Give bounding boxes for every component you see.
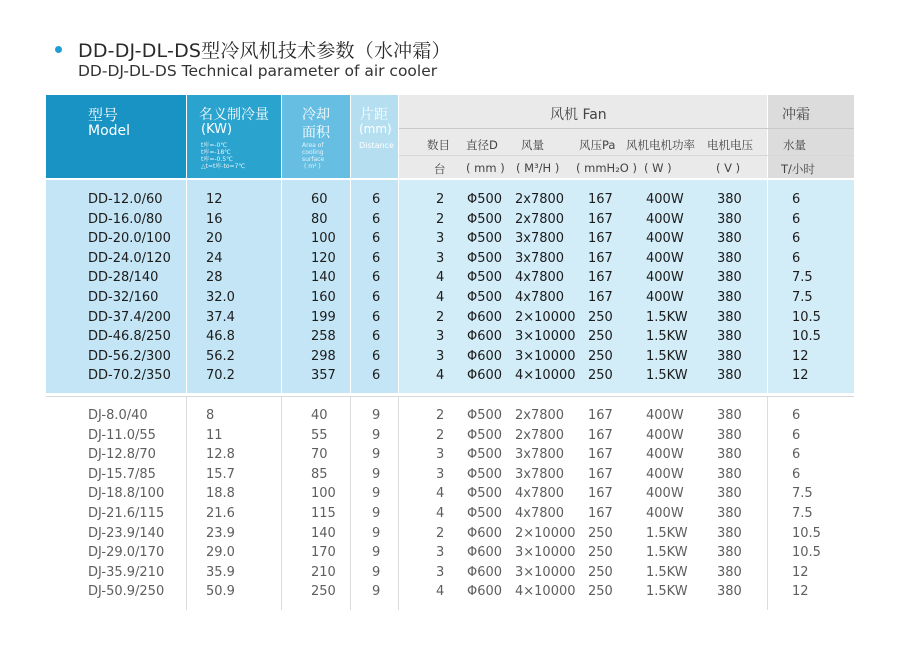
dj-cell-capacity: 35.9	[206, 564, 235, 580]
dd-cell-area: 140	[311, 270, 336, 286]
dj-cell-model: DJ-50.9/250	[88, 584, 165, 600]
dj-cell-area: 85	[311, 466, 328, 482]
dd-cell-fan-count: 3	[436, 231, 445, 247]
dd-cell-airflow: 2x7800	[515, 211, 565, 227]
dj-cell-fan-count: 4	[436, 584, 445, 600]
dj-cell-water-flow: 6	[792, 427, 801, 443]
dj-cell-model: DJ-15.7/85	[88, 466, 156, 482]
dj-cell-airflow: 3×10000	[515, 545, 576, 561]
dd-cell-fin-spacing: 6	[372, 348, 381, 364]
dj-cell-area: 55	[311, 427, 328, 443]
dj-cell-motor-power: 400W	[646, 427, 684, 443]
dd-cell-fan-count: 4	[436, 290, 445, 305]
dj-cell-pressure: 167	[588, 447, 613, 463]
dj-cell-voltage: 380	[717, 564, 742, 580]
dj-cell-water-flow: 6	[792, 447, 801, 463]
dj-cell-motor-power: 1.5KW	[646, 525, 688, 541]
dj-cell-fan-diameter: Φ500	[467, 506, 503, 521]
dd-cell-fin-spacing: 6	[372, 231, 381, 247]
col-sep	[350, 180, 351, 393]
dd-cell-motor-power: 400W	[646, 250, 684, 266]
dj-cell-voltage: 380	[717, 447, 742, 463]
col-sep	[281, 180, 282, 393]
dd-cell-motor-power: 1.5KW	[646, 368, 688, 384]
dj-cell-model: DJ-12.8/70	[88, 447, 156, 463]
dd-cell-airflow: 3x7800	[515, 250, 565, 266]
dd-cell-capacity: 70.2	[206, 368, 235, 384]
dj-cell-voltage: 380	[717, 506, 742, 521]
dj-cell-area: 140	[311, 525, 336, 541]
header-capacity-unit: (KW)	[201, 122, 233, 137]
dd-cell-model: DD-16.0/80	[88, 211, 163, 227]
dj-cell-airflow: 2×10000	[515, 525, 576, 541]
dj-cell-fan-diameter: Φ500	[467, 427, 503, 443]
dj-cell-fan-count: 3	[436, 564, 445, 580]
dj-cell-airflow: 4x7800	[515, 506, 565, 521]
col-sep	[767, 397, 768, 610]
col-sep	[398, 180, 399, 393]
col-sep	[281, 397, 282, 610]
dj-cell-airflow: 2x7800	[515, 408, 565, 423]
dd-cell-fan-diameter: Φ600	[467, 309, 503, 325]
dj-cell-water-flow: 7.5	[792, 506, 813, 521]
fan-col-voltage: 电机电压	[707, 138, 753, 152]
dj-cell-capacity: 8	[206, 408, 215, 423]
dj-cell-water-flow: 6	[792, 466, 801, 482]
col-sep	[350, 397, 351, 610]
fan-unit-count: 台	[434, 162, 446, 176]
dd-cell-fan-diameter: Φ500	[467, 250, 503, 266]
dd-cell-voltage: 380	[717, 250, 742, 266]
dj-cell-fin-spacing: 9	[372, 427, 381, 443]
dd-cell-area: 120	[311, 250, 336, 266]
dd-cell-fan-count: 2	[436, 309, 445, 325]
dj-cell-fin-spacing: 9	[372, 408, 381, 423]
header-model-en: Model	[88, 123, 131, 139]
dj-cell-airflow: 3x7800	[515, 466, 565, 482]
dj-cell-fin-spacing: 9	[372, 525, 381, 541]
dd-cell-model: DD-56.2/300	[88, 348, 171, 364]
dd-cell-model: DD-24.0/120	[88, 250, 171, 266]
dj-cell-motor-power: 400W	[646, 408, 684, 423]
series-separator	[46, 396, 854, 397]
bullet-icon	[55, 46, 62, 53]
dd-cell-voltage: 380	[717, 309, 742, 325]
capacity-note-1: t库=-0℃	[201, 142, 228, 149]
dj-cell-water-flow: 7.5	[792, 486, 813, 502]
fan-unit-airflow: ( M³/H )	[516, 161, 560, 175]
dj-cell-fin-spacing: 9	[372, 564, 381, 580]
dd-cell-fan-count: 3	[436, 348, 445, 364]
dd-cell-fan-count: 4	[436, 270, 445, 286]
dj-cell-area: 210	[311, 564, 336, 580]
dj-cell-fan-diameter: Φ600	[467, 564, 503, 580]
header-model-cn: 型号	[88, 106, 119, 124]
dd-cell-airflow: 2x7800	[515, 192, 565, 207]
dj-cell-capacity: 15.7	[206, 466, 235, 482]
capacity-note-2: t库=-18℃	[201, 149, 231, 156]
header-distance-en: Distance	[359, 141, 394, 150]
dj-cell-voltage: 380	[717, 545, 742, 561]
page-subtitle: DD-DJ-DL-DS Technical parameter of air cooler	[78, 62, 438, 80]
dj-cell-area: 100	[311, 486, 336, 502]
dd-cell-fin-spacing: 6	[372, 309, 381, 325]
fan-header-divider-2	[399, 155, 854, 156]
dj-cell-area: 70	[311, 447, 328, 463]
dd-cell-capacity: 20	[206, 231, 223, 247]
dj-cell-airflow: 2x7800	[515, 427, 565, 443]
area-en-1: Area of	[302, 142, 324, 149]
dj-cell-area: 250	[311, 584, 336, 600]
dj-cell-pressure: 250	[588, 545, 613, 561]
dd-cell-voltage: 380	[717, 231, 742, 247]
dd-cell-fan-diameter: Φ500	[467, 270, 503, 286]
dj-cell-fin-spacing: 9	[372, 466, 381, 482]
dd-cell-airflow: 4x7800	[515, 270, 565, 286]
dd-cell-motor-power: 400W	[646, 192, 684, 207]
dj-cell-fin-spacing: 9	[372, 506, 381, 521]
dj-cell-area: 115	[311, 506, 336, 521]
dd-cell-fan-count: 3	[436, 329, 445, 345]
dd-cell-pressure: 167	[588, 231, 613, 247]
dd-cell-voltage: 380	[717, 348, 742, 364]
area-en-2: cooling	[302, 149, 324, 156]
dj-cell-fan-diameter: Φ500	[467, 466, 503, 482]
dj-cell-model: DJ-11.0/55	[88, 427, 156, 443]
dj-cell-pressure: 167	[588, 466, 613, 482]
dj-cell-model: DJ-23.9/140	[88, 525, 165, 541]
defrost-col-water: 水量	[783, 138, 806, 152]
dj-cell-fin-spacing: 9	[372, 545, 381, 561]
dj-cell-voltage: 380	[717, 584, 742, 600]
dj-cell-airflow: 3x7800	[515, 447, 565, 463]
col-sep	[398, 397, 399, 610]
dd-cell-fin-spacing: 6	[372, 192, 381, 207]
dj-cell-airflow: 4x7800	[515, 486, 565, 502]
dj-cell-fan-count: 4	[436, 506, 445, 521]
dd-cell-airflow: 2×10000	[515, 309, 576, 325]
dd-cell-fin-spacing: 6	[372, 250, 381, 266]
dd-cell-pressure: 250	[588, 368, 613, 384]
dd-cell-motor-power: 400W	[646, 290, 684, 305]
dj-cell-pressure: 167	[588, 486, 613, 502]
dd-cell-area: 60	[311, 192, 328, 207]
dd-cell-water-flow: 10.5	[792, 329, 821, 345]
dd-cell-fin-spacing: 6	[372, 290, 381, 305]
fan-header-divider	[399, 128, 854, 129]
dd-cell-motor-power: 1.5KW	[646, 329, 688, 345]
dj-cell-capacity: 29.0	[206, 545, 235, 561]
dd-cell-airflow: 3×10000	[515, 348, 576, 364]
dj-cell-fan-diameter: Φ500	[467, 486, 503, 502]
dd-cell-capacity: 37.4	[206, 309, 235, 325]
dj-cell-motor-power: 400W	[646, 447, 684, 463]
dd-cell-motor-power: 400W	[646, 211, 684, 227]
dd-cell-airflow: 3x7800	[515, 231, 565, 247]
dj-cell-fan-count: 3	[436, 466, 445, 482]
dd-cell-voltage: 380	[717, 329, 742, 345]
dj-cell-airflow: 4×10000	[515, 584, 576, 600]
dd-cell-pressure: 167	[588, 211, 613, 227]
dd-cell-pressure: 250	[588, 329, 613, 345]
dd-cell-voltage: 380	[717, 192, 742, 207]
dd-cell-water-flow: 12	[792, 368, 809, 384]
header-distance-cn: 片距	[360, 107, 388, 123]
dd-cell-motor-power: 400W	[646, 270, 684, 286]
dd-cell-capacity: 24	[206, 250, 223, 266]
dd-cell-fan-diameter: Φ500	[467, 231, 503, 247]
header-area-cn-2: 面积	[302, 125, 330, 141]
dd-cell-pressure: 250	[588, 348, 613, 364]
dd-cell-model: DD-46.8/250	[88, 329, 171, 345]
dj-cell-fin-spacing: 9	[372, 584, 381, 600]
dd-cell-pressure: 167	[588, 290, 613, 305]
header-capacity	[187, 95, 281, 178]
dd-cell-area: 199	[311, 309, 336, 325]
dd-cell-fin-spacing: 6	[372, 211, 381, 227]
fan-col-pressure: 风压Pa	[579, 138, 616, 152]
dd-cell-model: DD-70.2/350	[88, 368, 171, 384]
dd-cell-model: DD-32/160	[88, 290, 159, 305]
dj-cell-fan-diameter: Φ600	[467, 525, 503, 541]
fan-col-diameter: 直径D	[466, 138, 498, 152]
dd-cell-airflow: 4x7800	[515, 290, 565, 305]
dj-cell-capacity: 50.9	[206, 584, 235, 600]
dd-cell-water-flow: 6	[792, 250, 801, 266]
dd-cell-water-flow: 7.5	[792, 290, 813, 305]
dj-cell-pressure: 167	[588, 427, 613, 443]
dd-cell-water-flow: 6	[792, 192, 801, 207]
dj-cell-fan-diameter: Φ500	[467, 447, 503, 463]
dd-cell-fin-spacing: 6	[372, 368, 381, 384]
dd-cell-fan-count: 3	[436, 250, 445, 266]
fan-unit-voltage: ( V )	[716, 161, 741, 175]
dj-cell-area: 40	[311, 408, 328, 423]
dj-cell-water-flow: 10.5	[792, 525, 821, 541]
dd-cell-model: DD-20.0/100	[88, 231, 171, 247]
dd-cell-water-flow: 7.5	[792, 270, 813, 286]
dj-cell-capacity: 12.8	[206, 447, 235, 463]
dd-cell-pressure: 167	[588, 250, 613, 266]
dd-cell-model: DD-12.0/60	[88, 192, 163, 207]
area-en-4: ( m² )	[304, 163, 321, 170]
dj-cell-fan-count: 2	[436, 408, 445, 423]
fan-unit-pressure: ( mmH₂O )	[576, 161, 637, 175]
dd-cell-voltage: 380	[717, 290, 742, 305]
area-en-3: surface	[302, 156, 325, 163]
fan-col-power: 风机电机功率	[626, 138, 695, 152]
dd-cell-fin-spacing: 6	[372, 270, 381, 286]
dd-cell-area: 100	[311, 231, 336, 247]
dd-cell-fan-count: 2	[436, 192, 445, 207]
capacity-note-4: △t=t库-to=7℃	[201, 163, 246, 170]
dj-cell-fan-count: 2	[436, 427, 445, 443]
dj-cell-fan-count: 3	[436, 447, 445, 463]
dj-cell-motor-power: 1.5KW	[646, 545, 688, 561]
dj-cell-water-flow: 12	[792, 564, 809, 580]
dd-cell-capacity: 16	[206, 211, 223, 227]
dj-cell-capacity: 21.6	[206, 506, 235, 521]
dj-cell-fin-spacing: 9	[372, 447, 381, 463]
dj-cell-voltage: 380	[717, 427, 742, 443]
dd-cell-pressure: 167	[588, 192, 613, 207]
dj-cell-motor-power: 400W	[646, 466, 684, 482]
dj-cell-model: DJ-8.0/40	[88, 408, 148, 423]
dd-cell-fin-spacing: 6	[372, 329, 381, 345]
dd-cell-fan-diameter: Φ600	[467, 329, 503, 345]
dd-cell-airflow: 4×10000	[515, 368, 576, 384]
dj-cell-voltage: 380	[717, 525, 742, 541]
dj-cell-area: 170	[311, 545, 336, 561]
col-sep	[186, 180, 187, 393]
dd-cell-water-flow: 12	[792, 348, 809, 364]
dd-cell-capacity: 32.0	[206, 290, 235, 305]
header-fan-group: 风机 Fan	[550, 107, 607, 123]
dd-cell-capacity: 12	[206, 192, 223, 207]
dd-cell-area: 160	[311, 290, 336, 305]
header-capacity-cn: 名义制冷量	[199, 107, 269, 123]
dd-cell-airflow: 3×10000	[515, 329, 576, 345]
dj-cell-airflow: 3×10000	[515, 564, 576, 580]
defrost-unit-water: T/小时	[781, 162, 815, 176]
dd-cell-capacity: 28	[206, 270, 223, 286]
dj-cell-water-flow: 10.5	[792, 545, 821, 561]
dj-cell-water-flow: 6	[792, 408, 801, 423]
dj-cell-pressure: 250	[588, 525, 613, 541]
dj-cell-motor-power: 400W	[646, 506, 684, 521]
dd-cell-motor-power: 400W	[646, 231, 684, 247]
dd-cell-capacity: 56.2	[206, 348, 235, 364]
dj-cell-model: DJ-35.9/210	[88, 564, 165, 580]
dd-cell-model: DD-28/140	[88, 270, 159, 286]
dd-cell-fan-diameter: Φ600	[467, 368, 503, 384]
dd-cell-motor-power: 1.5KW	[646, 348, 688, 364]
dj-cell-voltage: 380	[717, 408, 742, 423]
dd-cell-water-flow: 6	[792, 231, 801, 247]
dj-cell-capacity: 11	[206, 427, 223, 443]
dd-cell-voltage: 380	[717, 270, 742, 286]
fan-unit-power: ( W )	[644, 161, 672, 175]
dd-cell-area: 80	[311, 211, 328, 227]
dj-cell-pressure: 167	[588, 408, 613, 423]
dd-cell-fan-diameter: Φ500	[467, 290, 503, 305]
dj-cell-motor-power: 1.5KW	[646, 584, 688, 600]
dd-cell-fan-diameter: Φ500	[467, 211, 503, 227]
capacity-note-3: t库=-0.5℃	[201, 156, 233, 163]
dd-cell-voltage: 380	[717, 211, 742, 227]
dj-cell-pressure: 250	[588, 564, 613, 580]
header-model	[46, 95, 186, 178]
dd-cell-model: DD-37.4/200	[88, 309, 171, 325]
dd-cell-fan-count: 4	[436, 368, 445, 384]
dj-cell-fan-diameter: Φ600	[467, 584, 503, 600]
dj-cell-voltage: 380	[717, 466, 742, 482]
dj-cell-fan-count: 3	[436, 545, 445, 561]
header-distance	[351, 95, 398, 178]
fan-col-count: 数目	[427, 138, 450, 152]
dd-cell-water-flow: 6	[792, 211, 801, 227]
dd-cell-area: 357	[311, 368, 336, 384]
dj-cell-voltage: 380	[717, 486, 742, 502]
fan-unit-diameter: ( mm )	[466, 161, 505, 175]
dj-cell-capacity: 23.9	[206, 525, 235, 541]
dj-cell-model: DJ-21.6/115	[88, 506, 165, 521]
dj-cell-water-flow: 12	[792, 584, 809, 600]
dd-cell-area: 298	[311, 348, 336, 364]
col-sep	[186, 397, 187, 610]
dd-cell-voltage: 380	[717, 368, 742, 384]
fan-col-airflow: 风量	[521, 138, 544, 152]
dj-cell-motor-power: 1.5KW	[646, 564, 688, 580]
dd-cell-area: 258	[311, 329, 336, 345]
dd-cell-fan-diameter: Φ600	[467, 348, 503, 364]
dj-cell-pressure: 250	[588, 584, 613, 600]
header-defrost-group: 冲霜	[782, 107, 810, 123]
dj-cell-fan-diameter: Φ500	[467, 408, 503, 423]
dd-cell-capacity: 46.8	[206, 329, 235, 345]
dj-cell-fin-spacing: 9	[372, 486, 381, 502]
page-title: DD-DJ-DL-DS型冷风机技术参数（水冲霜）	[78, 40, 451, 62]
dj-cell-motor-power: 400W	[646, 486, 684, 502]
dj-cell-pressure: 167	[588, 506, 613, 521]
dd-cell-motor-power: 1.5KW	[646, 309, 688, 325]
header-area-cn-1: 冷却	[302, 107, 330, 123]
dj-cell-model: DJ-29.0/170	[88, 545, 165, 561]
dd-cell-pressure: 250	[588, 309, 613, 325]
dj-cell-fan-count: 4	[436, 486, 445, 502]
dd-cell-fan-count: 2	[436, 211, 445, 227]
dd-cell-water-flow: 10.5	[792, 309, 821, 325]
col-sep	[767, 180, 768, 393]
header-distance-unit: (mm)	[359, 122, 392, 136]
dj-cell-fan-count: 2	[436, 525, 445, 541]
dd-cell-pressure: 167	[588, 270, 613, 286]
dj-cell-fan-diameter: Φ600	[467, 545, 503, 561]
dd-cell-fan-diameter: Φ500	[467, 192, 503, 207]
header-area	[282, 95, 350, 178]
dj-cell-capacity: 18.8	[206, 486, 235, 502]
dj-cell-model: DJ-18.8/100	[88, 486, 165, 502]
